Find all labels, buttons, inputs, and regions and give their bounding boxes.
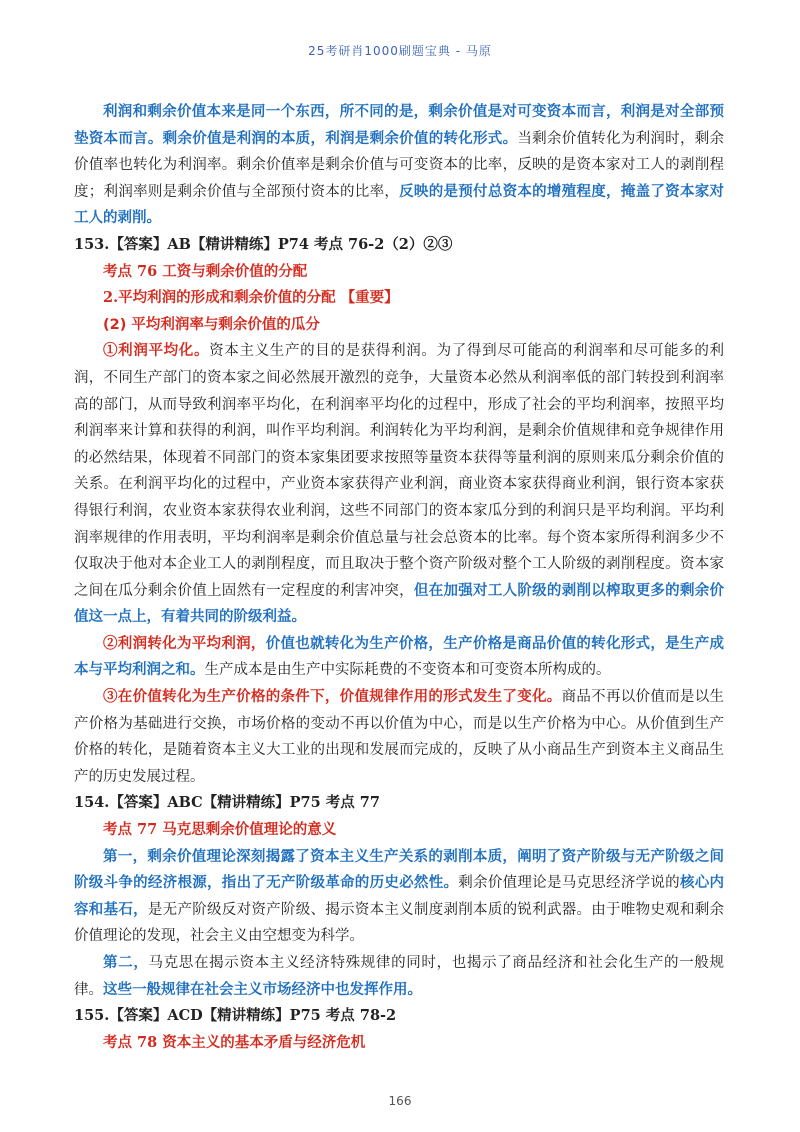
highlight-blue: 价值也就转化为生产价格，生产价格是商品价值的转化形式，是生产成本与平均利润之和。 [74, 634, 724, 679]
paragraph-profit-surplus [74, 99, 724, 232]
running-header: 25考研肖1000刷题宝典 - 马原 [308, 44, 492, 58]
body-text: 生产成本是由生产中实际耗费的不变资本和可变资本所构成的。 [204, 662, 611, 679]
paragraph-value-law [74, 684, 724, 790]
body-text: 是无产阶级反对资产阶级、揭示资本主义制度剥削本质的锐利武器。由于唯物史观和剩余价值理论的发现，社会主义由空想变为科学。 [74, 901, 725, 945]
highlight-blue: 第二， [103, 954, 149, 971]
highlight-blue: 第一，剩余价值理论深刻揭露了资本主义生产关系的剥削本质，阐明了资产阶级与无产阶级之间阶级斗争的经济根源，指出了无产阶级革命的历史必然性。 [74, 847, 724, 892]
body-text: 资本主义生产的目的是获得利润。为了得到尽可能高的利润率和尽可能多的利润，不同生产部门的资本家之间必然展开激烈的竞争，大量资本必然从利润率低的部门转投到利润率高的部门，从而导致利润率平均化，在利润率平均化的过程中，形成了社会的平均利润率，按照平均利润率来计算和获得的利润，叫作平均利润。利润转化为平均利润，是剩余价值规律和竞争规律作用的必然结果，体现着不同部门的资本家集团要求按照等量资本获得等量利润的原则来瓜分剩余价值的关系。在利润平均化的过程中，产业资本家获得产业利润，商业资本家获得商业利润，银行资本家获得银行利润，农业资本家获得农业利润，这些不同部门的资本家瓜分到的利润只是平均利润。平均利润率规律的作用表明，平均利润率是剩余价值总量与社会总资本的比率。每个资本家所得利润多少不仅取决于他对本企业工人的剥削程度，而且取决于整个资产阶级对整个工人阶级的剥削程度。资本家之间在瓜分剩余价值上固然有一定程度的利害冲突， [74, 343, 725, 599]
answer-153: 153.【答案】AB【精讲精练】P74 考点 76-2（2）②③ [74, 235, 453, 253]
highlight-blue: 但在加强对工人阶级的剥削以榨取更多的剩余价值这一点上，有着共同的阶级利益。 [74, 581, 725, 626]
kaodian-77-title: 考点 77 马克思剩余价值理论的意义 [103, 821, 337, 839]
highlight-blue: 核心内容和基石， [74, 874, 725, 918]
page-number: 166 [388, 1094, 412, 1108]
page-body [74, 99, 724, 1056]
highlight-red: ①利润平均化。 [103, 342, 210, 360]
kaodian-76-subtitle: 2.平均利润的形成和剩余价值的分配 【重要】 [103, 289, 399, 307]
highlight-blue: 反映的是预付总资本的增殖程度，掩盖了资本家对工人的剥削。 [74, 182, 724, 227]
highlight-red: ②利润转化为平均利润， [103, 634, 266, 652]
paragraph-significance-second [74, 950, 724, 1003]
body-text: 商品不再以价值而是以生产价格为基础进行交换，市场价格的变动不再以价值为中心，而是以生产价格为中心。从价值到生产价格的转化，是随着资本主义大工业的出现和发展而完成的，反映了从小商品生产到资本主义商品生产的历史发展过程。 [74, 689, 725, 785]
kaodian-76-title: 考点 76 工资与剩余价值的分配 [103, 262, 308, 280]
highlight-blue: 利润和剩余价值本来是同一个东西，所不同的是，剩余价值是对可变资本而言，利润是对全部预垫资本而言。剩余价值是利润的本质，利润是剩余价值的转化形式。 [74, 103, 724, 147]
paragraph-production-price [74, 631, 724, 684]
answer-154: 154.【答案】ABC【精讲精练】P75 考点 77 [74, 794, 380, 812]
paragraph-significance-first [74, 844, 724, 950]
body-text: 当剩余价值转化为利润时，剩余价值率也转化为利润率。剩余价值率是剩余价值与可变资本的比率，反映的是资本家对工人的剥削程度；利润率则是剩余价值与全部预付资本的比率， [74, 130, 725, 200]
answer-155: 155.【答案】ACD【精讲精练】P75 考点 78-2 [74, 1007, 397, 1025]
highlight-red: ③在价值转化为生产价格的条件下，价值规律作用的形式发生了变化。 [103, 688, 562, 706]
kaodian-76-subsection: (2) 平均利润率与剩余价值的瓜分 [103, 316, 320, 333]
body-text: 马克思在揭示资本主义经济特殊规律的同时，也揭示了商品经济和社会化生产的一般规律。 [74, 955, 725, 998]
body-text: 剩余价值理论是马克思经济学说的 [458, 875, 680, 892]
highlight-blue: 这些一般规律在社会主义市场经济中也发挥作用。 [103, 980, 422, 998]
paragraph-profit-averaging [74, 338, 724, 631]
kaodian-78-title: 考点 78 资本主义的基本矛盾与经济危机 [103, 1033, 366, 1051]
